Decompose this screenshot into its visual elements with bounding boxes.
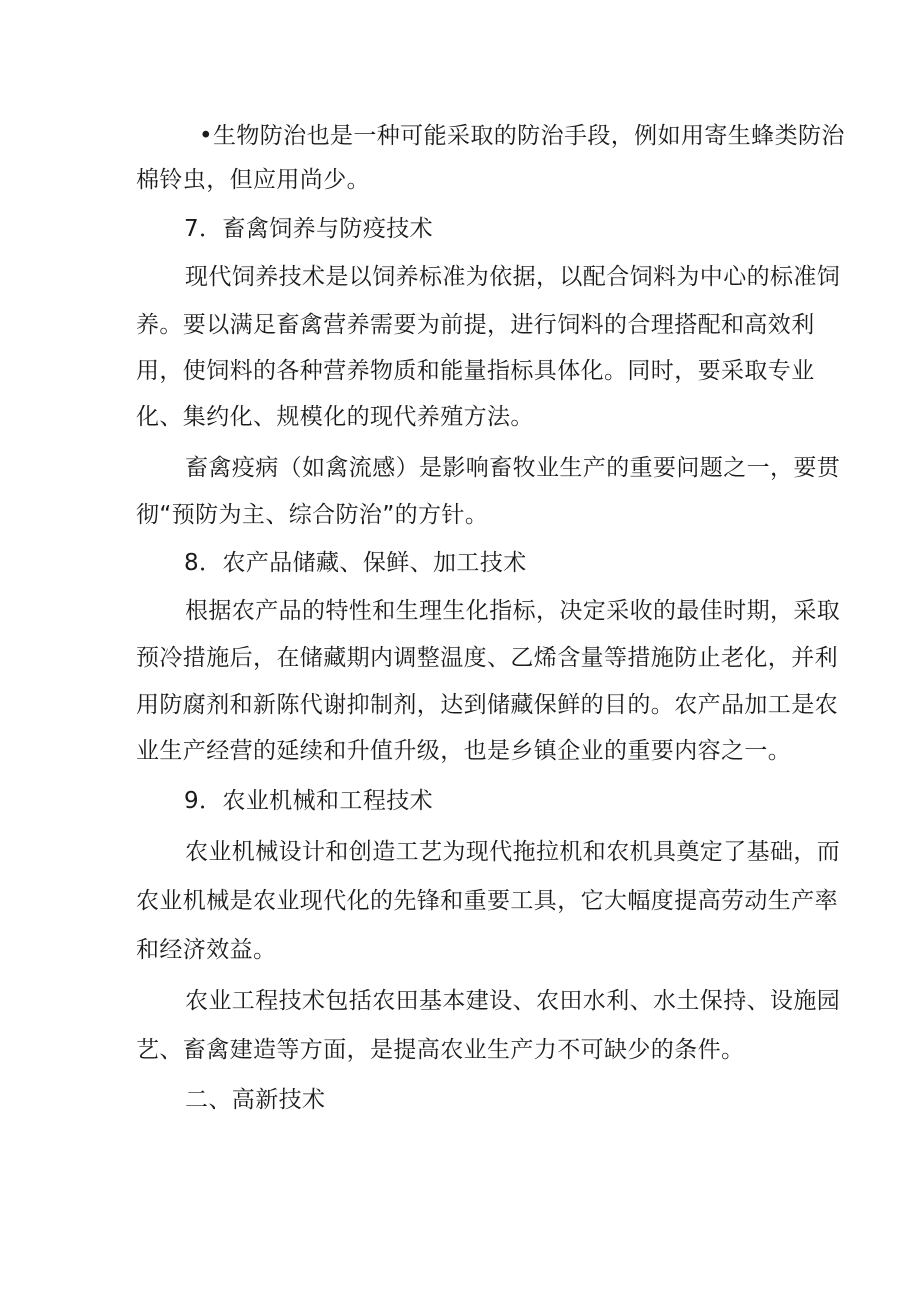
paragraph-6-line-2: 艺、畜禽建造等方面，是提高农业生产力不可缺少的条件。 (136, 1037, 745, 1063)
paragraph-4-line-2: 预冷措施后，在储藏期内调整温度、乙烯含量等措施防止老化，并利 (136, 645, 838, 671)
paragraph-4-line-4: 业生产经营的延续和升值升级，也是乡镇企业的重要内容之一。 (136, 738, 792, 764)
section-heading-7: 7．畜禽饲养与防疫技术 (184, 216, 434, 242)
paragraph-2-line-1: 现代饲养技术是以饲养标准为依据，以配合饲料为中心的标准饲 (185, 264, 841, 290)
paragraph-2-line-4: 化、集约化、规模化的现代养殖方法。 (136, 404, 534, 430)
paragraph-4-line-1: 根据农产品的特性和生理生化指标，决定采收的最佳时期，采取 (185, 598, 841, 624)
paragraph-2-line-3: 用，使饲料的各种营养物质和能量指标具体化。同时，要采取专业 (136, 358, 815, 384)
section-heading-8: 8．农产品储藏、保鲜、加工技术 (184, 550, 527, 576)
paragraph-5-line-1: 农业机械设计和创造工艺为现代拖拉机和农机具奠定了基础，而 (185, 839, 841, 865)
paragraph-2-line-2: 养。要以满足畜禽营养需要为前提，进行饲料的合理搭配和高效利 (136, 312, 815, 338)
section-heading-9: 9．农业机械和工程技术 (184, 788, 434, 814)
paragraph-3-line-2: 彻“预防为主、综合防治”的方针。 (136, 502, 489, 528)
paragraph-3-line-1: 畜禽疫病（如禽流感）是影响畜牧业生产的重要问题之一，要贯 (185, 455, 841, 481)
paragraph-5-line-2: 农业机械是农业现代化的先锋和重要工具，它大幅度提高劳动生产率 (136, 888, 838, 914)
paragraph-4-line-3: 用防腐剂和新陈代谢抑制剂，达到储藏保鲜的目的。农产品加工是农 (136, 692, 838, 718)
paragraph-5-line-3: 和经济效益。 (136, 937, 277, 963)
section-heading-high-tech: 二、高新技术 (185, 1087, 326, 1113)
paragraph-1-line-2: 棉铃虫，但应用尚少。 (136, 167, 370, 193)
paragraph-1-line-1: •生物防治也是一种可能采取的防治手段，例如用寄生蜂类防治 (199, 123, 845, 149)
paragraph-6-line-1: 农业工程技术包括农田基本建设、农田水利、水土保持、设施园 (185, 988, 841, 1014)
